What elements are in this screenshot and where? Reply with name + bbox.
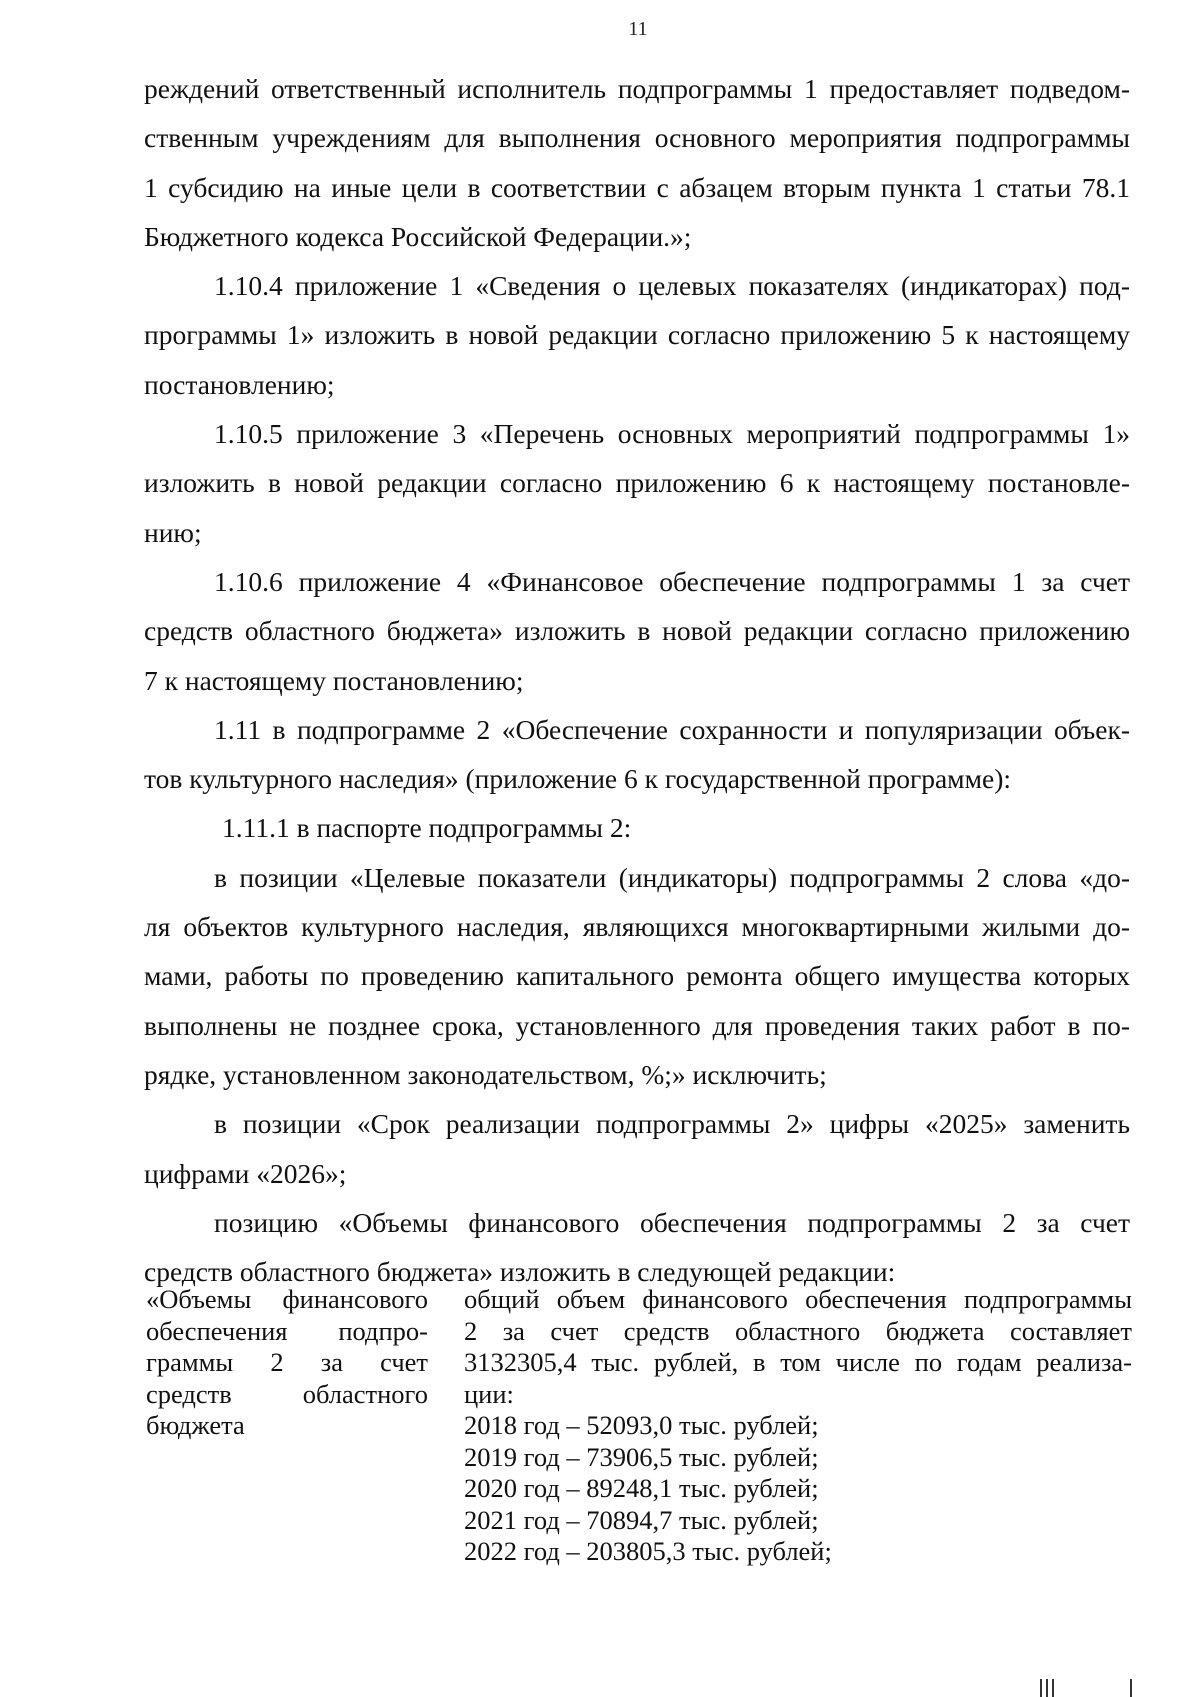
text-line: цифрами «2026»; bbox=[144, 1157, 347, 1189]
funding-year-line: 2019 год – 73906,5 тыс. рублей; bbox=[464, 1441, 819, 1472]
paragraph-subsidy bbox=[144, 64, 1130, 261]
text-line: обеспечения подпро- bbox=[146, 1315, 428, 1346]
passport-position-value bbox=[464, 1284, 1132, 1568]
text-line: 1 субсидию на иные цели в соответствии с абзацем вторым пункта 1 статьи 78.1 bbox=[144, 171, 1130, 203]
text-line: реждений ответственный исполнитель подпрограммы 1 предоставляет подведом- bbox=[144, 73, 1130, 104]
funding-year-line: 2022 год – 203805,3 тыс. рублей; bbox=[464, 1536, 832, 1566]
text-line: граммы 2 за счет bbox=[146, 1347, 428, 1377]
text-line: 2 за счет средств областного бюджета составляет bbox=[464, 1315, 1132, 1346]
text-line: 7 к настоящему постановлению; bbox=[144, 664, 524, 696]
text-line: средств областного bbox=[146, 1378, 428, 1409]
paragraph-target-indicators bbox=[144, 853, 1130, 1099]
text-line: общий объем финансового обеспечения подпрограммы bbox=[464, 1284, 1132, 1314]
funding-year-line: 2020 год – 89248,1 тыс. рублей; bbox=[464, 1473, 819, 1503]
paragraph-1-11 bbox=[144, 705, 1130, 804]
text-line: 1.11.1 в паспорте подпрограммы 2: bbox=[222, 812, 632, 844]
text-line: 1.10.5 приложение 3 «Перечень основных мероприятий подпрограммы 1» bbox=[214, 418, 1130, 450]
passport-position-name bbox=[146, 1284, 428, 1568]
paragraph-funding-volumes bbox=[144, 1198, 1130, 1297]
text-line: в позиции «Срок реализации подпрограммы 2» цифры «2025» заменить bbox=[214, 1108, 1130, 1140]
text-line: программы 1» изложить в новой редакции согласно приложению 5 к настоящему bbox=[144, 319, 1130, 351]
paragraph-implementation-period bbox=[144, 1099, 1130, 1198]
text-line: ственным учреждениям для выполнения основного мероприятия подпрограммы bbox=[144, 122, 1130, 154]
text-line: выполнены не позднее срока, установленного для проведения таких работ в по- bbox=[144, 1009, 1130, 1041]
text-line: 1.11 в подпрограмме 2 «Обеспечение сохранности и популяризации объек- bbox=[214, 713, 1130, 745]
text-line: бюджета bbox=[146, 1410, 245, 1440]
text-line: 1.10.6 приложение 4 «Финансовое обеспечение подпрограммы 1 за счет bbox=[214, 565, 1130, 597]
text-line: тов культурного наследия» (приложение 6 к государственной программе): bbox=[144, 763, 1011, 795]
text-line: мами, работы по проведению капитального ремонта общего имущества которых bbox=[144, 960, 1130, 992]
text-line: 1.10.4 приложение 1 «Сведения о целевых показателях (индикаторах) под- bbox=[214, 270, 1130, 302]
text-line: Бюджетного кодекса Российской Федерации.»; bbox=[144, 220, 692, 252]
paragraph-1-10-4 bbox=[144, 261, 1130, 409]
funding-year-line: 2021 год – 70894,7 тыс. рублей; bbox=[464, 1504, 819, 1535]
text-line: постановлению; bbox=[144, 368, 335, 400]
text-line: рядке, установленном законодательством, %;» исключить; bbox=[144, 1058, 827, 1090]
paragraph-1-10-5 bbox=[144, 409, 1130, 557]
page-number: 11 bbox=[628, 18, 648, 40]
text-line: в позиции «Целевые показатели (индикаторы) подпрограммы 2 слова «до- bbox=[214, 861, 1130, 893]
text-line: нию; bbox=[144, 516, 202, 548]
text-line: средств областного бюджета» изложить в следующей редакции: bbox=[144, 1256, 896, 1288]
text-line: средств областного бюджета» изложить в новой редакции согласно приложению bbox=[144, 615, 1130, 647]
text-line: ции: bbox=[464, 1378, 514, 1409]
text-line: позицию «Объемы финансового обеспечения подпрограммы 2 за счет bbox=[214, 1206, 1130, 1238]
text-line: ля объектов культурного наследия, являющихся многоквартирными жилыми до- bbox=[144, 911, 1130, 943]
paragraph-1-11-1 bbox=[144, 803, 1130, 852]
text-line: изложить в новой редакции согласно приложению 6 к настоящему постановле- bbox=[144, 467, 1130, 499]
passport-table bbox=[146, 1284, 1132, 1568]
text-line: «Объемы финансового bbox=[146, 1284, 428, 1314]
document-body bbox=[144, 64, 1130, 1296]
scan-artifact bbox=[1040, 1673, 1160, 1697]
paragraph-1-10-6 bbox=[144, 557, 1130, 705]
text-line: 3132305,4 тыс. рублей, в том числе по годам реализа- bbox=[464, 1347, 1132, 1377]
funding-year-line: 2018 год – 52093,0 тыс. рублей; bbox=[464, 1410, 819, 1440]
